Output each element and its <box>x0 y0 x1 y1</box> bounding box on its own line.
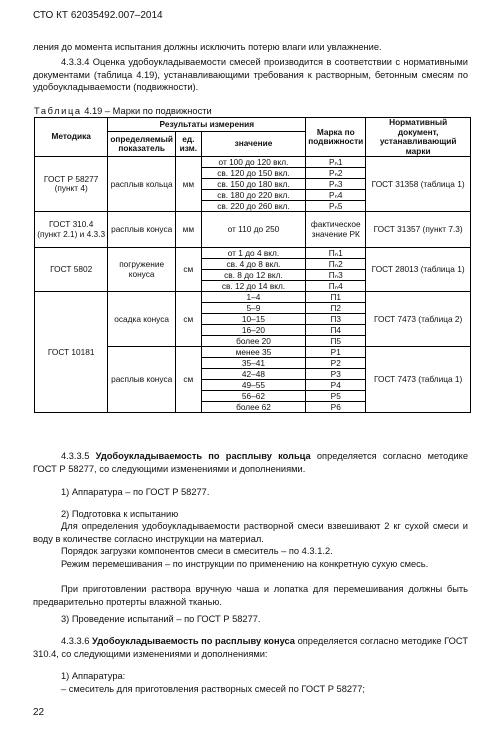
cell-indicator: расплыв конуса <box>108 347 176 413</box>
paragraph-4335 <box>33 450 468 475</box>
cell-value: более 20 <box>201 336 305 347</box>
cell-mark: Рₙ3 <box>306 179 366 190</box>
cell-mark: П3 <box>306 314 366 325</box>
cell-mark: Пₙ4 <box>306 281 366 292</box>
col-indicator-header: определяемый показатель <box>108 131 176 157</box>
mixer-item: – смеситель для приготовления растворных смесей по ГОСТ Р 58277; <box>61 684 365 694</box>
manual-preparation-text: При приготовлении раствора вручную чаша и лопатка для перемешивания должны быть предварительно протерты влажной тканью. <box>33 584 468 607</box>
preparation-item: 2) Подготовка к испытанию <box>61 509 179 519</box>
cell-unit: мм <box>175 157 201 212</box>
cell-value: от 1 до 4 вкл. <box>201 248 305 259</box>
cell-mark: Р4 <box>306 380 366 391</box>
table-row <box>35 212 471 248</box>
table-caption-prefix: Таблица <box>34 106 82 116</box>
intro-line: ления до момента испытания должны исключить потерю влаги или увлажнение. <box>33 42 382 52</box>
cell-doc: ГОСТ 28013 (таблица 1) <box>366 248 471 292</box>
paragraph-4335-number: 4.3.3.5 <box>61 451 90 461</box>
cell-mark: Пₙ1 <box>306 248 366 259</box>
mixing-mode-text: Режим перемешивания – по инструкции по применению на конкретную сухую смесь. <box>61 559 429 569</box>
table-row <box>35 292 471 303</box>
cell-value: менее 35 <box>201 347 305 358</box>
cell-doc: ГОСТ 31358 (таблица 1) <box>366 157 471 212</box>
cell-unit: см <box>175 347 201 413</box>
cell-mark: Рₙ4 <box>306 190 366 201</box>
table-caption <box>34 106 212 116</box>
cell-indicator: расплыв кольца <box>108 157 176 212</box>
cell-indicator: осадка конуса <box>108 292 176 347</box>
cell-mark: П2 <box>306 303 366 314</box>
paragraph-4335-text: определяется согласно методике ГОСТ Р 58277, со следующими изменениями и дополнениями. <box>33 451 468 474</box>
cell-value: 5–9 <box>201 303 305 314</box>
cell-value: от 110 до 250 <box>201 212 305 248</box>
cell-mark: фактическое значение РК <box>306 212 366 248</box>
cell-value: 49–55 <box>201 380 305 391</box>
cell-value: 10–15 <box>201 314 305 325</box>
cell-indicator: расплыв конуса <box>108 212 176 248</box>
cell-value: св. 150 до 180 вкл. <box>201 179 305 190</box>
col-unit-header: ед. изм. <box>175 131 201 157</box>
table-row <box>35 157 471 168</box>
paragraph-4336-heading: Удобоукладываемость по расплыву конуса <box>92 636 295 646</box>
cell-value: 35–41 <box>201 358 305 369</box>
cell-value: 1–4 <box>201 292 305 303</box>
col-method-header: Методика <box>35 118 108 157</box>
cell-unit: см <box>175 248 201 292</box>
cell-unit: мм <box>175 212 201 248</box>
cell-value: св. 4 до 8 вкл. <box>201 259 305 270</box>
paragraph-4336-text: определяется согласно методике ГОСТ 310.4, со следующими изменениями и дополнениями: <box>33 636 468 659</box>
paragraph-4336 <box>33 635 468 660</box>
cell-doc: ГОСТ 7473 (таблица 2) <box>366 292 471 347</box>
paragraph-4336-number: 4.3.3.6 <box>61 636 90 646</box>
cell-mark: П5 <box>306 336 366 347</box>
col-results-header: Результаты измерения <box>108 118 306 132</box>
cell-value: 16–20 <box>201 325 305 336</box>
col-mark-header: Марка по подвижности <box>306 118 366 157</box>
cell-mark: Рₙ2 <box>306 168 366 179</box>
table-row <box>35 248 471 259</box>
cell-mark: Р5 <box>306 391 366 402</box>
mobility-grades-table <box>34 117 471 413</box>
cell-value: более 62 <box>201 402 305 413</box>
cell-method: ГОСТ 10181 <box>35 292 108 413</box>
cell-unit: см <box>175 292 201 347</box>
tests-item: 3) Проведение испытаний – по ГОСТ Р 58277. <box>61 614 261 624</box>
cell-indicator: погружение конуса <box>108 248 176 292</box>
cell-value: св. 220 до 260 вкл. <box>201 201 305 212</box>
cell-mark: Р1 <box>306 347 366 358</box>
cell-mark: Р3 <box>306 369 366 380</box>
cell-doc: ГОСТ 7473 (таблица 1) <box>366 347 471 413</box>
cell-value: 42–48 <box>201 369 305 380</box>
cell-value: св. 8 до 12 вкл. <box>201 270 305 281</box>
cell-value: от 100 до 120 вкл. <box>201 157 305 168</box>
cell-mark: Пₙ2 <box>306 259 366 270</box>
table-caption-text: 4.19 – Марки по подвижности <box>84 106 212 116</box>
apparatus-item-2: 1) Аппаратура: <box>61 671 126 681</box>
cell-method: ГОСТ 5802 <box>35 248 108 292</box>
cell-mark: Р6 <box>306 402 366 413</box>
cell-doc: ГОСТ 31357 (пункт 7.3) <box>366 212 471 248</box>
col-value-header: значение <box>201 131 305 157</box>
cell-mark: Рₙ5 <box>306 201 366 212</box>
cell-value: св. 120 до 150 вкл. <box>201 168 305 179</box>
cell-mark: Р2 <box>306 358 366 369</box>
cell-mark: Пₙ3 <box>306 270 366 281</box>
loading-order-text: Порядок загрузки компонентов смеси в смеситель – по 4.3.1.2. <box>61 546 333 556</box>
document-header: СТО КТ 62035492.007–2014 <box>33 10 163 21</box>
cell-value: 56–62 <box>201 391 305 402</box>
preparation-text: Для определения удобоукладываемости растворной смеси взвешивают 2 кг сухой смеси и воду в количестве согласно инструкции на материал. <box>33 521 468 544</box>
page-number: 22 <box>33 707 45 718</box>
cell-method: ГОСТ Р 58277 (пункт 4) <box>35 157 108 212</box>
paragraph-4335-heading: Удобоукладываемость по расплыву кольца <box>95 451 311 461</box>
cell-mark: П4 <box>306 325 366 336</box>
cell-mark: Рₙ1 <box>306 157 366 168</box>
col-doc-header: Нормативный документ, устанавливающий марки <box>366 118 471 157</box>
paragraph-4334: 4.3.3.4 Оценка удобоукладываемости смесей производится в соответствии с нормативными документами (таблица 4.19), устанавливающими требования к растворным, бетонным смесям по удобоукладываемости (подвижности). <box>33 57 468 92</box>
cell-value: св. 180 до 220 вкл. <box>201 190 305 201</box>
cell-value: св. 12 до 14 вкл. <box>201 281 305 292</box>
cell-method: ГОСТ 310.4 (пункт 2.1) и 4.3.3 <box>35 212 108 248</box>
table-header-row <box>35 118 471 132</box>
apparatus-item: 1) Аппаратура – по ГОСТ Р 58277. <box>61 487 210 497</box>
cell-mark: П1 <box>306 292 366 303</box>
